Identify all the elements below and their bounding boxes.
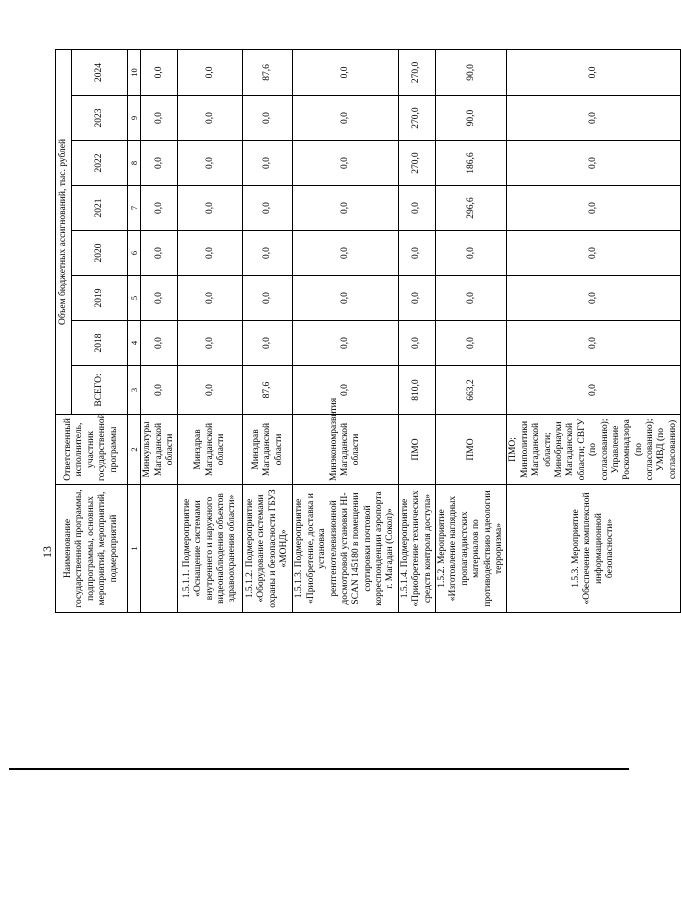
- header-executor: Ответственный исполнитель, участник государственной программы: [56, 415, 128, 485]
- index-cell: 2: [128, 415, 141, 485]
- row-value: 186,6: [436, 141, 507, 186]
- row-value: 0,0: [178, 49, 243, 95]
- index-cell: 6: [128, 231, 141, 276]
- table-row: [141, 49, 178, 612]
- row-value: 0,0: [436, 321, 507, 366]
- row-name: [141, 485, 178, 613]
- row-value: 0,0: [243, 231, 293, 276]
- table-row: [243, 49, 293, 612]
- row-value: 0,0: [398, 186, 435, 231]
- row-value: 0,0: [293, 366, 399, 415]
- row-value: 270,0: [398, 49, 435, 95]
- row-value: 0,0: [178, 141, 243, 186]
- row-value: 0,0: [507, 276, 681, 321]
- row-value: 0,0: [507, 141, 681, 186]
- header-year: 2022: [72, 141, 128, 186]
- index-cell: 7: [128, 186, 141, 231]
- row-value: 0,0: [293, 186, 399, 231]
- row-value: 0,0: [293, 96, 399, 141]
- row-value: 0,0: [398, 321, 435, 366]
- header-year: 2023: [72, 96, 128, 141]
- row-value: 0,0: [141, 231, 178, 276]
- row-value: 270,0: [398, 141, 435, 186]
- row-value: 0,0: [398, 276, 435, 321]
- row-value: 0,0: [178, 321, 243, 366]
- row-value: 0,0: [141, 186, 178, 231]
- row-value: 0,0: [507, 186, 681, 231]
- table-row: [398, 49, 435, 612]
- header-total: ВСЕГО:: [72, 366, 128, 415]
- row-value: 0,0: [141, 321, 178, 366]
- row-executor: Минздрав Магаданской области: [178, 415, 243, 485]
- row-value: 663,2: [436, 366, 507, 415]
- row-name: 1.5.1.2. Подмероприятие «Оборудование системами охраны и безопасности ГБУЗ «МОНД»: [243, 485, 293, 613]
- row-value: 0,0: [436, 231, 507, 276]
- index-cell: 3: [128, 366, 141, 415]
- header-year: 2021: [72, 186, 128, 231]
- row-value: 0,0: [293, 276, 399, 321]
- row-executor: Минкультуры Магаданской области: [141, 415, 178, 485]
- header-funding: Объем бюджетных ассигнований, тыс. рублей: [56, 49, 72, 414]
- row-value: 0,0: [507, 321, 681, 366]
- row-value: 0,0: [178, 276, 243, 321]
- table-row: [293, 49, 399, 612]
- row-value: 270,0: [398, 96, 435, 141]
- index-cell: 4: [128, 321, 141, 366]
- row-name: 1.5.1.3. Подмероприятие «Приобретение, доставка и установка рентгенотелевизионной досмотровой установки HI-SCAN 145180 в помещении сортировки почтовой корреспонденции аэропорта г. Магадан (Сокол)»: [293, 485, 399, 613]
- row-executor: ПМО: [398, 415, 435, 485]
- row-value: 0,0: [436, 276, 507, 321]
- header-year: 2018: [72, 321, 128, 366]
- index-cell: 5: [128, 276, 141, 321]
- row-value: 296,6: [436, 186, 507, 231]
- row-value: 0,0: [507, 231, 681, 276]
- row-value: 87,6: [243, 366, 293, 415]
- row-value: 0,0: [398, 231, 435, 276]
- row-name: 1.5.1.4. Подмероприятие «Приобретение технических средств контроля доступа»: [398, 485, 435, 613]
- index-cell: 10: [128, 49, 141, 95]
- row-value: 810,0: [398, 366, 435, 415]
- row-value: 0,0: [293, 49, 399, 95]
- row-value: 0,0: [178, 186, 243, 231]
- row-value: 0,0: [243, 141, 293, 186]
- row-executor: ПМО: [436, 415, 507, 485]
- row-name: 1.5.1.1. Подмероприятие «Оснащение системами внутреннего и наружного видеонаблюдения объектов здравоохранения области»: [178, 485, 243, 613]
- header-year: 2024: [72, 49, 128, 95]
- row-executor: Минэкономразвития Магаданской области: [293, 415, 399, 485]
- row-value: 0,0: [243, 276, 293, 321]
- page-rule: [9, 768, 629, 770]
- row-value: 0,0: [293, 231, 399, 276]
- header-year: 2020: [72, 231, 128, 276]
- row-name: 1.5.3. Мероприятие «Обеспечение комплексной информационной безопасности»: [507, 485, 681, 613]
- row-value: 0,0: [243, 321, 293, 366]
- row-value: 0,0: [141, 49, 178, 95]
- table-row: [436, 49, 507, 612]
- row-value: 0,0: [141, 96, 178, 141]
- row-value: 90,0: [436, 96, 507, 141]
- page-number: 13: [40, 546, 54, 558]
- table-row: [507, 49, 681, 612]
- index-cell: 1: [128, 485, 141, 613]
- row-value: 0,0: [178, 231, 243, 276]
- row-value: 0,0: [507, 366, 681, 415]
- row-value: 0,0: [243, 96, 293, 141]
- row-executor: Минздрав Магаданской области: [243, 415, 293, 485]
- row-name: 1.5.2. Мероприятие «Изготовление наглядных пропагандистских материалов по противодействию идеологии терроризма»: [436, 485, 507, 613]
- row-value: 90,0: [436, 49, 507, 95]
- row-executor: ПМО; Минполитики Магаданской области; Минобрнауки Магаданской области; СВГУ (по согласованию); Управление Роскомнадзора (по согласованию); УМВД (по согласованию): [507, 415, 681, 485]
- row-value: 0,0: [507, 96, 681, 141]
- budget-table: [55, 49, 681, 613]
- row-value: 0,0: [141, 366, 178, 415]
- row-value: 87,6: [243, 49, 293, 95]
- row-value: 0,0: [141, 141, 178, 186]
- header-name: Наименование государственной программы, подпрограммы, основных мероприятий, мероприятий, подмероприятий: [56, 485, 128, 613]
- index-row: [128, 49, 141, 612]
- row-value: 0,0: [507, 49, 681, 95]
- index-cell: 8: [128, 141, 141, 186]
- row-value: 0,0: [243, 186, 293, 231]
- row-value: 0,0: [293, 141, 399, 186]
- row-value: 0,0: [141, 276, 178, 321]
- index-cell: 9: [128, 96, 141, 141]
- header-year: 2019: [72, 276, 128, 321]
- row-value: 0,0: [178, 366, 243, 415]
- row-value: 0,0: [293, 321, 399, 366]
- row-value: 0,0: [178, 96, 243, 141]
- table-row: [178, 49, 243, 612]
